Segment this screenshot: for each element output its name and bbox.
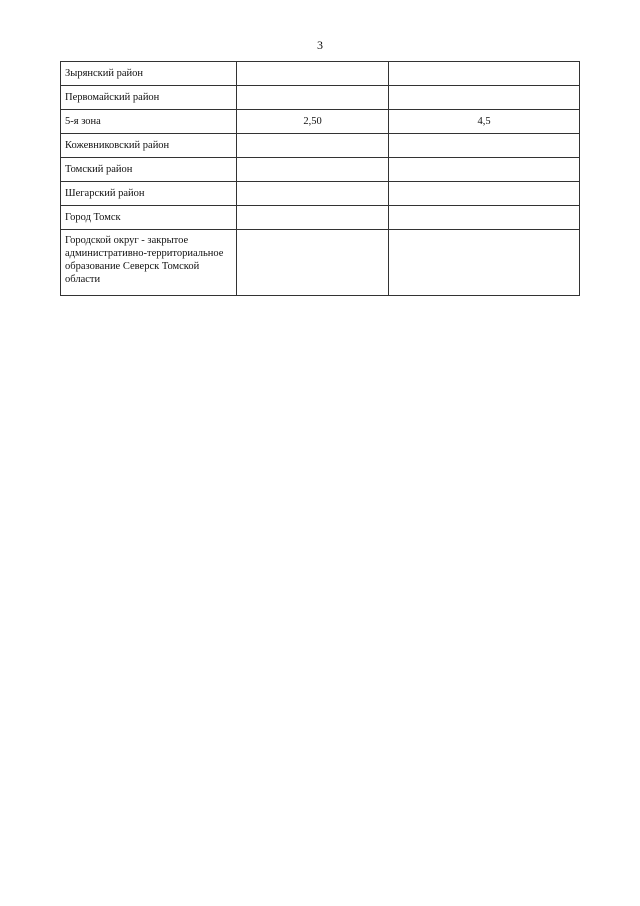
- row-value-cell: [237, 134, 389, 158]
- table-row: [61, 182, 580, 206]
- row-value-cell: [389, 206, 580, 230]
- row-name-cell: Город Томск: [61, 206, 237, 230]
- row-value-cell: [237, 206, 389, 230]
- table-row: [61, 134, 580, 158]
- zone-table: [60, 61, 580, 296]
- row-name-cell: Первомайский район: [61, 86, 237, 110]
- table-row: [61, 158, 580, 182]
- table-row: [61, 86, 580, 110]
- row-value-cell: [237, 182, 389, 206]
- row-name-cell: Городской округ - закрытое административно-территориальное образование Северск Томской области: [61, 230, 237, 296]
- row-value-cell: [389, 86, 580, 110]
- table-row: [61, 206, 580, 230]
- row-value-cell: 4,5: [389, 110, 580, 134]
- row-name-cell: Зырянский район: [61, 62, 237, 86]
- row-name-cell: Кожевниковский район: [61, 134, 237, 158]
- row-value-cell: [389, 134, 580, 158]
- row-name-cell: Томский район: [61, 158, 237, 182]
- row-name-cell: Шегарский район: [61, 182, 237, 206]
- table-row: [61, 62, 580, 86]
- row-value-cell: [237, 62, 389, 86]
- table-row: [61, 110, 580, 134]
- row-value-cell: [389, 182, 580, 206]
- row-value-cell: [237, 86, 389, 110]
- table-row: [61, 230, 580, 296]
- row-value-cell: [237, 158, 389, 182]
- row-value-cell: 2,50: [237, 110, 389, 134]
- row-value-cell: [389, 158, 580, 182]
- row-value-cell: [389, 230, 580, 296]
- page-number: 3: [317, 38, 323, 52]
- row-name-cell: 5-я зона: [61, 110, 237, 134]
- row-value-cell: [237, 230, 389, 296]
- row-value-cell: [389, 62, 580, 86]
